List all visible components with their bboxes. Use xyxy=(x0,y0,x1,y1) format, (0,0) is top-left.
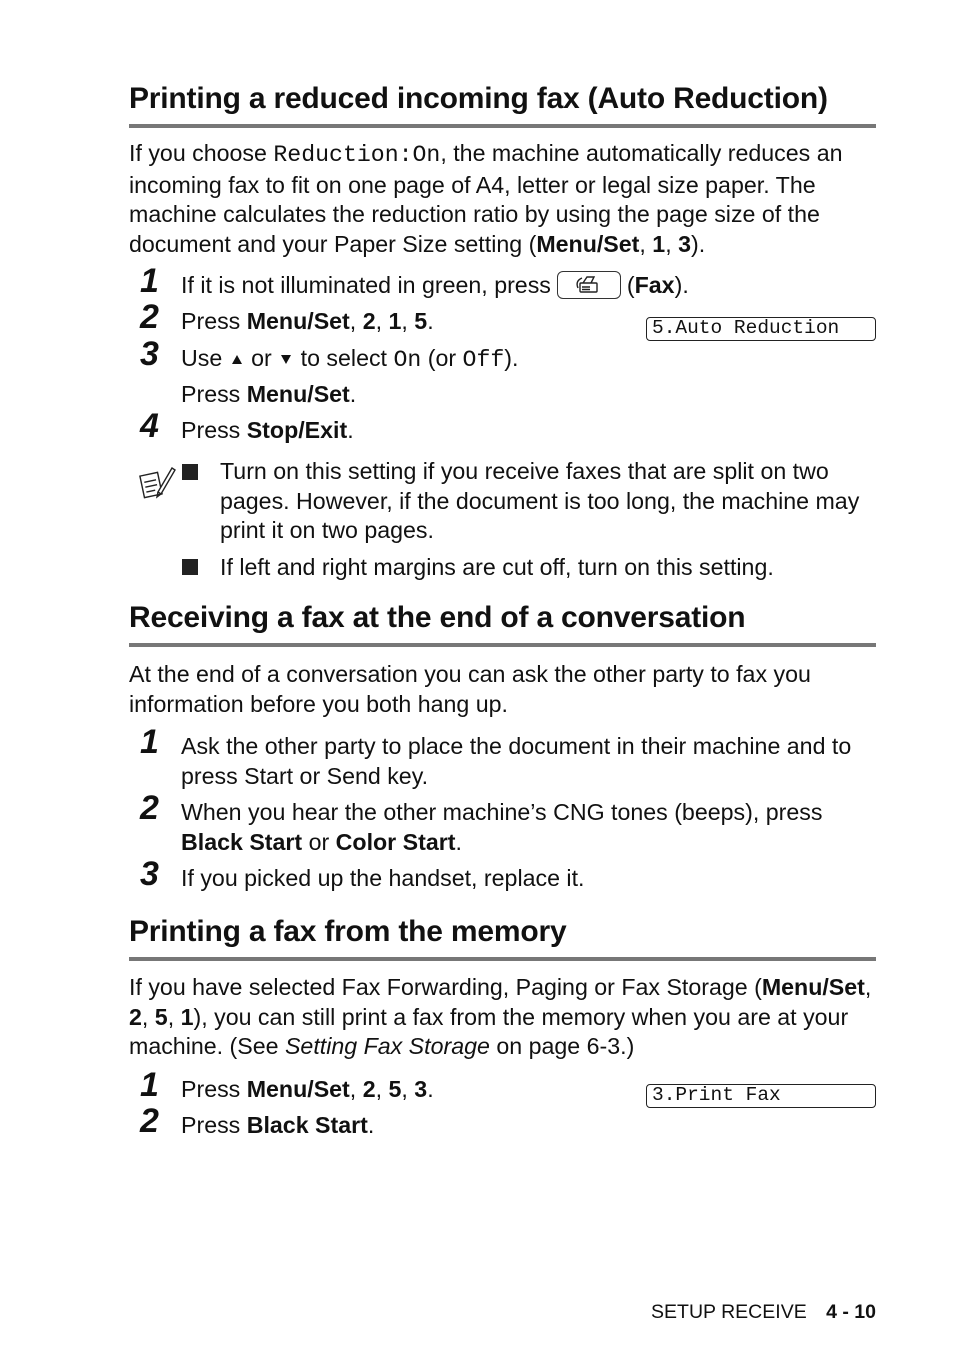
step-number: 1 xyxy=(140,262,159,300)
step-number: 1 xyxy=(140,723,159,761)
section-heading-receive-end-conversation: Receiving a fax at the end of a conversation xyxy=(129,601,746,634)
fax-key-icon xyxy=(557,271,621,299)
heading-rule xyxy=(129,643,876,647)
note-pencil-icon xyxy=(136,462,176,507)
section-heading-print-from-memory: Printing a fax from the memory xyxy=(129,915,567,948)
page-footer xyxy=(651,1301,876,1324)
note-bullet xyxy=(182,464,198,480)
print-from-memory-intro: If you have selected Fax Forwarding, Paging or Fax Storage (Menu/Set, 2, 5, 1), you can still print a fax from the memory when you are at your machine. (See Setting Fax Storage on page 6-3.) xyxy=(129,974,872,1060)
step-text: Press Menu/Set, 2, 5, 3. xyxy=(181,1076,434,1102)
cross-reference: Setting Fax Storage xyxy=(284,1033,490,1060)
step-number: 1 xyxy=(140,1066,159,1104)
heading-rule xyxy=(129,957,876,961)
step-number: 2 xyxy=(140,1102,159,1140)
note-item: If left and right margins are cut off, turn on this setting. xyxy=(220,554,774,580)
down-arrow-icon xyxy=(281,355,291,364)
auto-reduction-intro: If you choose Reduction:On, the machine automatically reduces an incoming fax to fit on one page of A4, letter or legal size paper. The machine calculates the reduction ratio by using the page size of the document and your Paper Size setting (Menu/Set, 1, 3). xyxy=(129,140,843,258)
step-number: 2 xyxy=(140,298,159,336)
step-number: 2 xyxy=(140,789,159,827)
note-item: Turn on this setting if you receive faxes that are split on two pages. However, if the document is too long, the machine may print it on two pages. xyxy=(220,458,860,544)
section-heading-auto-reduction: Printing a reduced incoming fax (Auto Reduction) xyxy=(129,82,828,115)
step-text: Use or to select On (or Off). xyxy=(181,345,519,373)
up-arrow-icon xyxy=(232,355,242,364)
step-text: Press Menu/Set, 2, 1, 5. xyxy=(181,308,434,334)
step-text: Press Stop/Exit. xyxy=(181,417,354,443)
step-text: If you picked up the handset, replace it. xyxy=(181,865,585,891)
step-text: When you hear the other machine’s CNG tones (beeps), press Black Start or Color Start. xyxy=(181,799,823,855)
step-text-continued: Press Menu/Set. xyxy=(181,381,357,407)
step-number: 3 xyxy=(140,855,159,893)
step-text: Press Black Start. xyxy=(181,1112,375,1138)
lcd-display-auto-reduction: 5.Auto Reduction xyxy=(646,317,876,341)
step-number: 3 xyxy=(140,335,159,373)
receive-end-conversation-intro: At the end of a conversation you can ask the other party to fax you information before you both hang up. xyxy=(129,661,811,717)
heading-rule xyxy=(129,124,876,128)
note-bullet xyxy=(182,559,198,575)
code-reduction-on: Reduction:On xyxy=(273,142,441,168)
step-text: If it is not illuminated in green, press (Fax). xyxy=(181,272,689,298)
step-text: Ask the other party to place the document in their machine and to press Start or Send key. xyxy=(181,733,852,789)
lcd-display-print-fax: 3.Print Fax xyxy=(646,1084,876,1108)
step-number: 4 xyxy=(140,407,159,445)
page-number: 4 - 10 xyxy=(826,1301,876,1323)
footer-section-name: SETUP RECEIVE xyxy=(651,1301,807,1323)
